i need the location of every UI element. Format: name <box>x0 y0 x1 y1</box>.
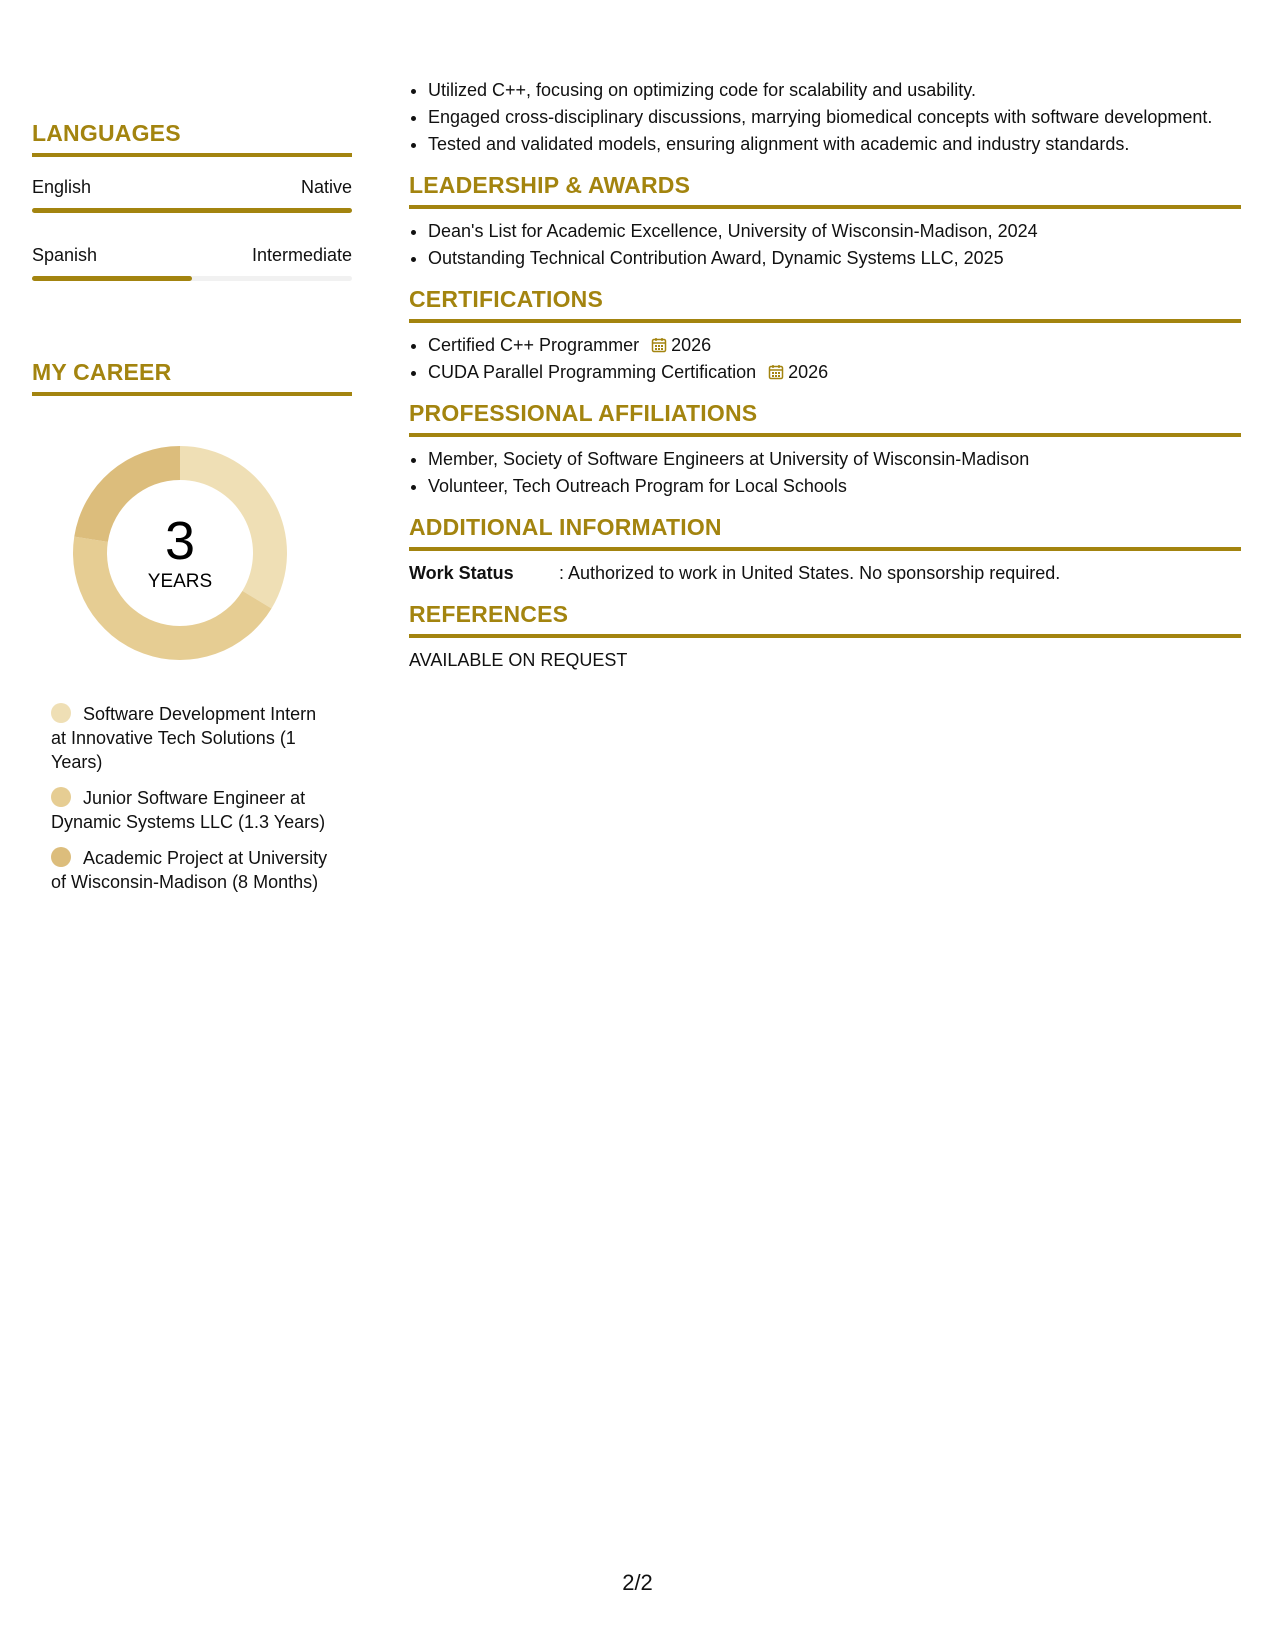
experience-bullet: • Utilized C++, focusing on optimizing code for scalability and usability. <box>428 78 1241 102</box>
career-legend-label: Academic Project at University of Wisconsin-Madison (8 Months) <box>51 848 328 892</box>
certifications-section <box>409 286 1241 384</box>
donut-center <box>65 438 295 668</box>
work-status-row <box>409 561 1241 585</box>
career-total-unit: YEARS <box>147 571 213 592</box>
career-legend-label: Junior Software Engineer at Dynamic Systems LLC (1.3 Years) <box>51 788 326 832</box>
certification-name: CUDA Parallel Programming Certification <box>428 362 757 382</box>
affiliations-section <box>409 400 1241 498</box>
calendar-icon <box>768 364 784 380</box>
certification-item <box>428 333 1241 357</box>
legend-dot-icon <box>51 847 71 867</box>
certifications-title: CERTIFICATIONS <box>409 286 1241 323</box>
work-status-value: : Authorized to work in United States. No sponsorship required. <box>559 563 1061 583</box>
leadership-list <box>409 219 1241 270</box>
career-legend <box>51 702 331 894</box>
calendar-icon <box>651 337 667 353</box>
career-total-number: 3 <box>164 511 196 571</box>
page-number: 2/2 <box>622 1570 653 1595</box>
language-level: Intermediate <box>251 245 352 265</box>
affiliations-list <box>409 447 1241 498</box>
languages-section <box>32 120 352 281</box>
career-legend-item <box>51 702 331 774</box>
experience-bullet: • Tested and validated models, ensuring alignment with academic and industry standards. <box>428 132 1241 156</box>
career-legend-item <box>51 846 331 894</box>
experience-bullet: • Engaged cross-disciplinary discussions, marrying biomedical concepts with software development. <box>428 105 1241 129</box>
experience-bullets <box>409 78 1241 156</box>
language-level: Native <box>300 177 352 197</box>
career-section <box>32 359 352 894</box>
additional-info-title: ADDITIONAL INFORMATION <box>409 514 1241 551</box>
additional-info-section <box>409 514 1241 585</box>
references-text: AVAILABLE ON REQUEST <box>409 650 628 670</box>
language-proficiency-bar <box>32 208 352 213</box>
languages-title: LANGUAGES <box>32 120 352 157</box>
affiliations-title: PROFESSIONAL AFFILIATIONS <box>409 400 1241 437</box>
certifications-list <box>409 333 1241 384</box>
leadership-item: • Outstanding Technical Contribution Award, Dynamic Systems LLC, 2025 <box>428 246 1241 270</box>
left-column <box>32 120 352 906</box>
certification-item <box>428 360 1241 384</box>
leadership-item: • Dean's List for Academic Excellence, University of Wisconsin-Madison, 2024 <box>428 219 1241 243</box>
certification-name: Certified C++ Programmer <box>428 335 640 355</box>
references-section <box>409 601 1241 672</box>
career-legend-item <box>51 786 331 834</box>
legend-dot-icon <box>51 787 71 807</box>
language-list <box>32 177 352 281</box>
certification-year: 2026 <box>671 335 712 355</box>
career-donut-chart <box>65 438 295 668</box>
language-item <box>32 245 352 281</box>
language-name: English <box>32 177 92 197</box>
work-status-label: Work Status <box>409 563 514 583</box>
leadership-section <box>409 172 1241 270</box>
leadership-title: LEADERSHIP & AWARDS <box>409 172 1241 209</box>
legend-dot-icon <box>51 703 71 723</box>
language-proficiency-fill <box>32 276 192 281</box>
right-column <box>409 78 1241 672</box>
career-legend-label: Software Development Intern at Innovative Tech Solutions (1 Years) <box>51 704 317 772</box>
language-proficiency-bar <box>32 276 352 281</box>
references-title: REFERENCES <box>409 601 1241 638</box>
affiliation-item: • Member, Society of Software Engineers at University of Wisconsin-Madison <box>428 447 1241 471</box>
certification-year: 2026 <box>788 362 829 382</box>
language-name: Spanish <box>32 245 98 265</box>
career-title: MY CAREER <box>32 359 352 396</box>
language-proficiency-fill <box>32 208 352 213</box>
language-item <box>32 177 352 213</box>
affiliation-item: • Volunteer, Tech Outreach Program for Local Schools <box>428 474 1241 498</box>
